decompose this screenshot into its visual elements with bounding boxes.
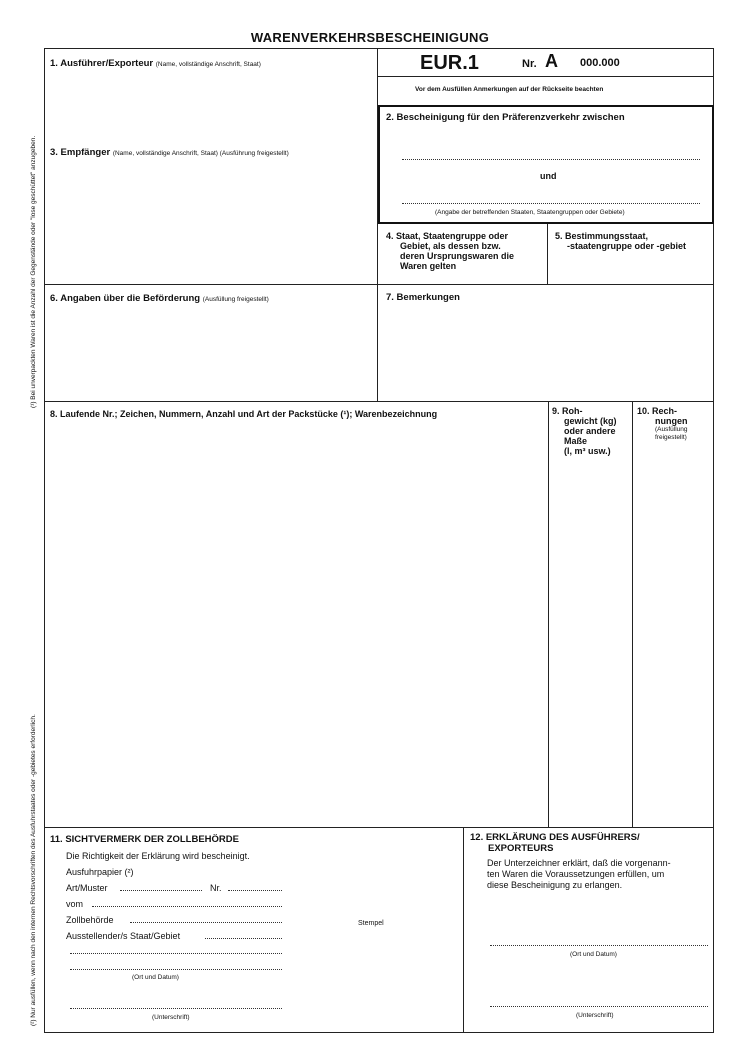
field-10-hint: freigestellt) — [655, 434, 687, 441]
field-2-line-2[interactable] — [402, 203, 700, 204]
field-11-export-doc: Ausfuhrpapier (²) — [66, 867, 134, 877]
field-12-declaration — [487, 858, 671, 891]
field-1-title: 1. Ausführer/Exporteur — [50, 58, 154, 69]
divider — [44, 401, 714, 402]
form-title: WARENVERKEHRSBESCHEINIGUNG — [250, 30, 490, 45]
nr-label: Nr. — [522, 58, 537, 70]
unterschrift-input-12[interactable] — [490, 1006, 708, 1007]
field-8-label[interactable]: 8. Laufende Nr.; Zeichen, Nummern, Anzahl und Art der Packstücke (¹); Warenbezeichnung — [50, 409, 438, 419]
field-10-label[interactable] — [637, 406, 688, 442]
ort-datum-input-12[interactable] — [490, 945, 708, 946]
nr-field-label: Nr. — [210, 883, 222, 893]
declaration-line: ten Waren die Voraussetzungen erfüllen, um — [487, 869, 665, 879]
field-9-line: gewicht (kg) — [564, 416, 617, 426]
field-9-line: (l, m³ usw.) — [564, 446, 611, 456]
nr-letter: A — [545, 51, 558, 71]
art-muster-input[interactable] — [120, 890, 202, 891]
unterschrift-input-11[interactable] — [70, 1008, 282, 1009]
field-6-hint: (Ausfüllung freigestellt) — [202, 296, 269, 303]
field-2-hint: (Angabe der betreffenden Staaten, Staatengruppen oder Gebiete) — [435, 209, 625, 216]
field-12-label — [470, 832, 640, 854]
stempel-label: Stempel — [358, 920, 384, 927]
zollbehoerde-input[interactable] — [130, 922, 282, 923]
staat-gebiet-label: Ausstellender/s Staat/Gebiet — [66, 931, 181, 941]
ort-datum-input[interactable] — [70, 969, 282, 970]
extra-line-1[interactable] — [70, 953, 282, 954]
field-5-label[interactable] — [555, 231, 686, 251]
field-6-label[interactable] — [50, 293, 269, 305]
unterschrift-hint-12: (Unterschrift) — [576, 1012, 614, 1019]
side-note-1: (¹) Bei unverpackten Waren ist die Anzahl der Gegenstände oder "lose geschüttet" anzugeben. — [30, 135, 37, 408]
field-11-label: 11. SICHTVERMERK DER ZOLLBEHÖRDE — [50, 834, 239, 845]
side-note-2: (²) Nur ausfüllen, wenn nach den internen Rechtsvorschriften des Ausfuhrstaates oder -gebietes erforderlich. — [30, 714, 37, 1026]
divider — [44, 827, 714, 828]
divider — [44, 284, 714, 285]
ort-datum-hint-12: (Ort und Datum) — [570, 951, 617, 958]
field-4-line: Gebiet, als dessen bzw. — [400, 241, 501, 251]
field-4-line: Waren gelten — [400, 261, 457, 271]
field-12-title: EXPORTEURS — [488, 843, 554, 854]
ort-datum-hint: (Ort und Datum) — [132, 974, 179, 981]
vom-input[interactable] — [92, 906, 282, 907]
field-10-line: 10. Rech- — [637, 406, 678, 416]
field-9-line: oder andere — [564, 426, 616, 436]
field-3-label[interactable] — [50, 147, 289, 159]
divider — [632, 401, 633, 827]
nr-input[interactable] — [228, 890, 282, 891]
field-5-line: 5. Bestimmungsstaat, — [555, 231, 649, 241]
field-9-label[interactable] — [552, 406, 617, 456]
unterschrift-hint-11: (Unterschrift) — [152, 1014, 190, 1021]
vom-label: vom — [66, 899, 84, 909]
field-2-label: 2. Bescheinigung für den Präferenzverkehr zwischen — [386, 112, 625, 123]
field-2-und: und — [540, 171, 557, 181]
field-4-line: deren Ursprungswaren die — [400, 251, 515, 261]
field-11-text: Die Richtigkeit der Erklärung wird bescheinigt. — [66, 851, 250, 861]
eur1-mark: EUR.1 — [420, 52, 479, 74]
declaration-line: diese Bescheinigung zu erlangen. — [487, 880, 623, 890]
field-3-hint: (Name, vollständige Anschrift, Staat) (Ausführung freigestellt) — [112, 150, 289, 157]
staat-gebiet-input[interactable] — [205, 938, 282, 939]
field-10-hint: (Ausfüllung — [655, 426, 688, 433]
divider — [548, 401, 549, 827]
divider — [547, 223, 548, 284]
field-1-label[interactable] — [50, 58, 261, 70]
field-12-title: 12. ERKLÄRUNG DES AUSFÜHRERS/ — [470, 832, 640, 843]
field-9-line: Maße — [564, 436, 588, 446]
zollbehoerde-label: Zollbehörde — [66, 915, 114, 925]
divider — [377, 48, 378, 401]
field-9-line: 9. Roh- — [552, 406, 583, 416]
field-5-line: -staatengruppe oder -gebiet — [567, 241, 687, 251]
serial-number: 000.000 — [580, 57, 620, 69]
field-1-hint: (Name, vollständige Anschrift, Staat) — [155, 61, 261, 68]
field-7-label[interactable]: 7. Bemerkungen — [386, 292, 460, 303]
divider — [463, 827, 464, 1033]
instruction-note: Vor dem Ausfüllen Anmerkungen auf der Rückseite beachten — [415, 86, 604, 93]
field-2-line-1[interactable] — [402, 159, 700, 160]
divider — [377, 76, 714, 77]
field-6-title: 6. Angaben über die Beförderung — [50, 293, 201, 304]
art-muster-label: Art/Muster — [66, 883, 108, 893]
field-4-label[interactable] — [386, 231, 514, 271]
field-4-line: 4. Staat, Staatengruppe oder — [386, 231, 509, 241]
declaration-line: Der Unterzeichner erklärt, daß die vorgenann- — [487, 858, 671, 868]
field-3-title: 3. Empfänger — [50, 147, 111, 158]
field-10-line: nungen — [655, 416, 688, 426]
